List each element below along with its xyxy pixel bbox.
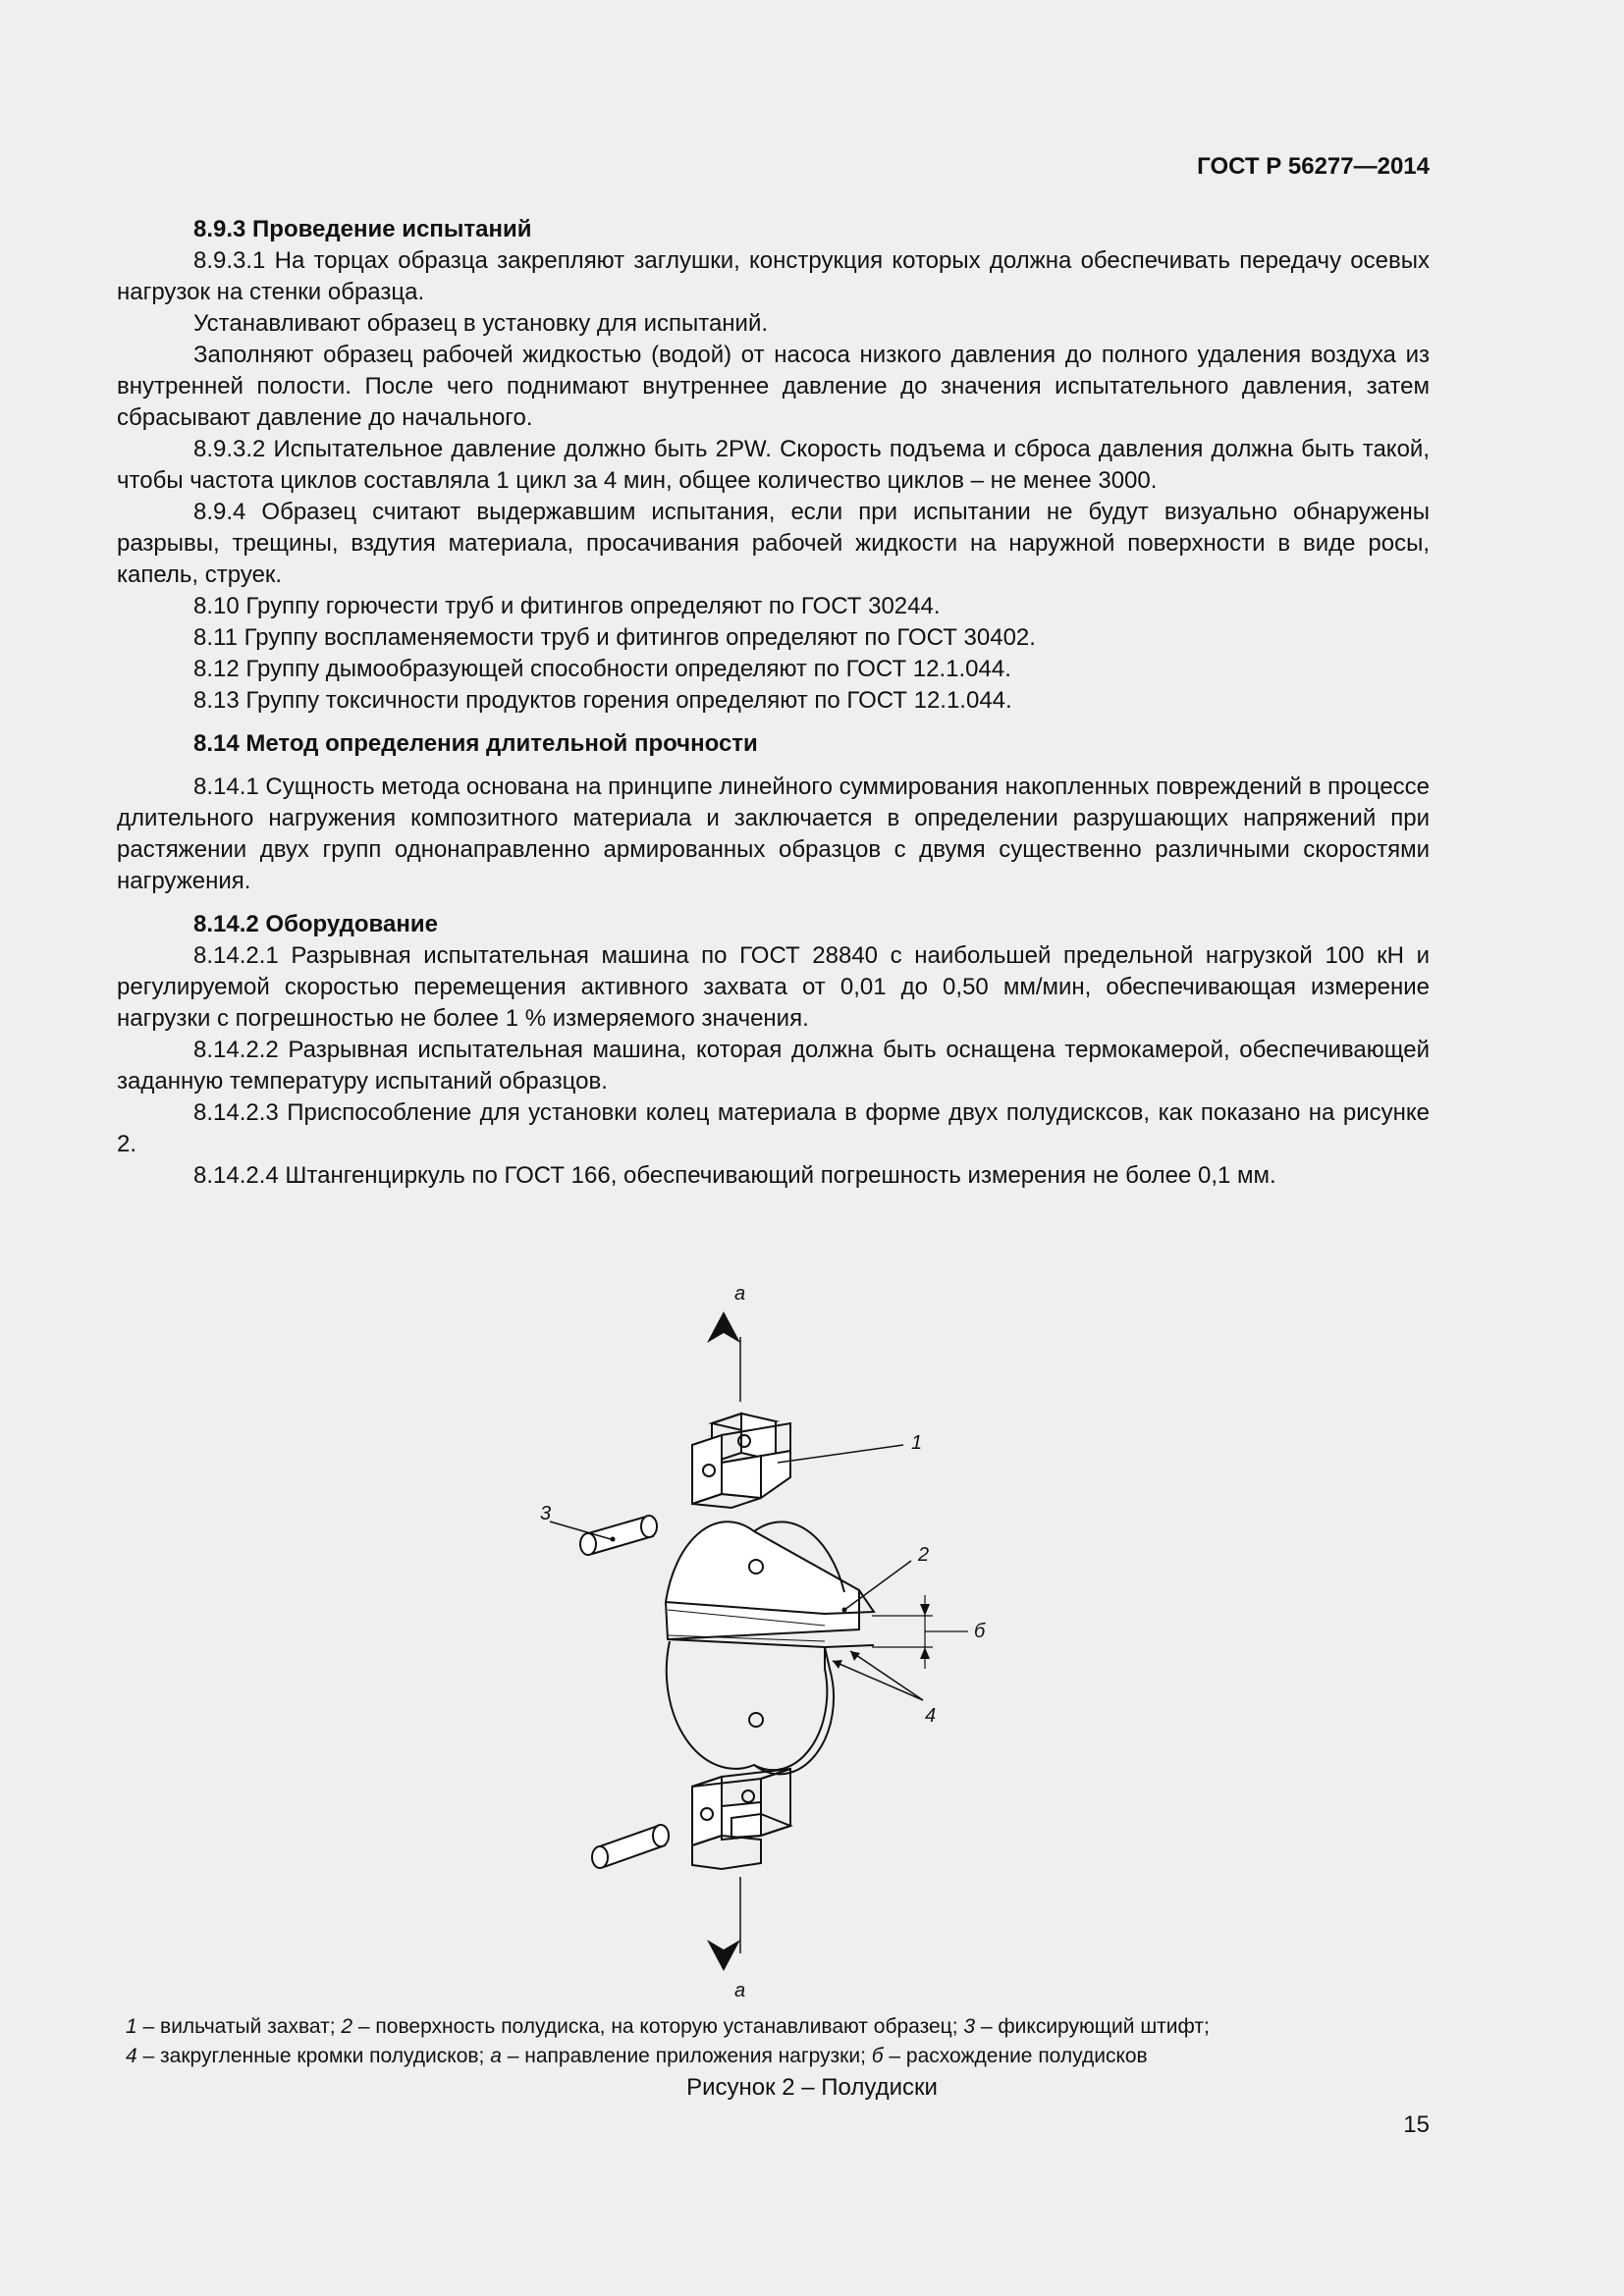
leader-4b [833,1661,923,1700]
paragraph-8-11: 8.11 Группу воспламеняемости труб и фитингов определяют по ГОСТ 30402. [193,624,1036,651]
legend-key: 1 [126,2015,137,2038]
figure-legend [126,2012,1432,2071]
paragraph-8-14-2-2: 8.14.2.2 Разрывная испытательная машина, которая должна быть оснащена термокамерой, обеспечивающей заданную температуру испытаний образцов. [117,1037,1430,1095]
pin-top [580,1516,657,1555]
paragraph-8-9-3-2: 8.9.3.2 Испытательное давление должно быть 2PW. Скорость подъема и сброса давления должна быть такой, чтобы частота циклов составляла 1 цикл за 4 мин, общее количество циклов – не менее 3000. [117,436,1430,494]
legend-key: а [490,2045,502,2067]
pin-bottom [592,1825,669,1868]
figure-drawing [520,1276,1031,1998]
dimension-b [872,1595,968,1669]
paragraph-8-14-2-3: 8.14.2.3 Приспособление для установки колец материала в форме двух полудисксов, как показано на рисунке 2. [117,1099,1430,1157]
label-a-top: а [734,1283,746,1305]
label-b: б [974,1621,986,1642]
bottom-clevis [692,1769,790,1869]
label-1: 1 [911,1432,923,1454]
paragraph-8-12: 8.12 Группу дымообразующей способности определяют по ГОСТ 12.1.044. [193,656,1011,682]
legend-key: 2 [341,2015,353,2038]
figure-caption: Рисунок 2 – Полудиски [686,2074,938,2101]
section-heading-8-14: 8.14 Метод определения длительной прочности [193,730,758,757]
label-4: 4 [925,1705,937,1727]
leader-3-dot [611,1537,616,1542]
paragraph-8-9-4: 8.9.4 Образец считают выдержавшим испытания, если при испытании не будут визуально обнаружены разрывы, трещины, вздутия материала, просачивания рабочей жидкости на наружной поверхности в виде росы, капель, струек. [117,499,1430,588]
section-heading-8-14-2: 8.14.2 Оборудование [193,911,438,937]
paragraph-8-14-1: 8.14.1 Сущность метода основана на принципе линейного суммирования накопленных повреждений в процессе длительного нагружения композитного материала и заключается в определении разрушающих напряжений при растяжении двух групп однонаправленно армированных образцов с двумя существенно различными скоростями нагружения. [117,774,1431,894]
legend-key: 3 [963,2015,976,2038]
leader-1 [778,1445,903,1463]
document-id: ГОСТ Р 56277—2014 [1197,153,1430,180]
leader-4a [850,1651,923,1700]
legend-text: – фиксирующий штифт; [975,2015,1210,2038]
load-arrow-up-icon [707,1311,740,1343]
figure-half-disks [520,1276,1031,1998]
body-text [117,214,1430,1192]
load-arrow-down-icon [707,1940,740,1971]
half-disks [666,1522,874,1774]
legend-key: 4 [126,2045,137,2067]
legend-line-2 [126,2042,1432,2071]
paragraph-8-14-2-4: 8.14.2.4 Штангенциркуль по ГОСТ 166, обеспечивающий погрешность измерения не более 0,1 мм. [193,1162,1276,1189]
legend-text: – закругленные кромки полудисков; [136,2045,491,2067]
label-a-bottom: а [734,1980,746,1998]
label-3: 3 [540,1503,552,1524]
paragraph-8-14-2-1: 8.14.2.1 Разрывная испытательная машина по ГОСТ 28840 с наибольшей предельной нагрузкой 100 кН и регулируемой скоростью перемещения активного захвата от 0,01 до 0,50 мм/мин, обеспечивающая измерение нагрузки с погрешностью не более 1 % измеряемого значения. [117,942,1430,1032]
legend-line-1 [126,2012,1432,2042]
legend-key: б [871,2045,884,2067]
legend-text: – направление приложения нагрузки; [501,2045,872,2067]
page-number: 15 [1403,2111,1430,2138]
legend-text: – расхождение полудисков [883,2045,1148,2067]
paragraph-8-10: 8.10 Группу горючести труб и фитингов определяют по ГОСТ 30244. [193,593,941,619]
paragraph-install: Устанавливают образец в установку для испытаний. [193,310,769,337]
legend-text: – поверхность полудиска, на которую устанавливают образец; [352,2015,964,2038]
paragraph-fill: Заполняют образец рабочей жидкостью (водой) от насоса низкого давления до полного удаления воздуха из внутренней полости. После чего поднимают внутреннее давление до значения испытательного давления, затем сбрасывают давление до начального. [117,342,1430,431]
label-2: 2 [918,1544,930,1566]
section-heading-8-9-3: 8.9.3 Проведение испытаний [193,216,532,242]
leader-2 [844,1561,911,1610]
paragraph-8-9-3-1: 8.9.3.1 На торцах образца закрепляют заглушки, конструкция которых должна обеспечивать передачу осевых нагрузок на стенки образца. [117,247,1430,305]
legend-text: – вильчатый захват; [136,2015,342,2038]
paragraph-8-13: 8.13 Группу токсичности продуктов горения определяют по ГОСТ 12.1.044. [193,687,1012,714]
top-clevis [692,1414,790,1508]
